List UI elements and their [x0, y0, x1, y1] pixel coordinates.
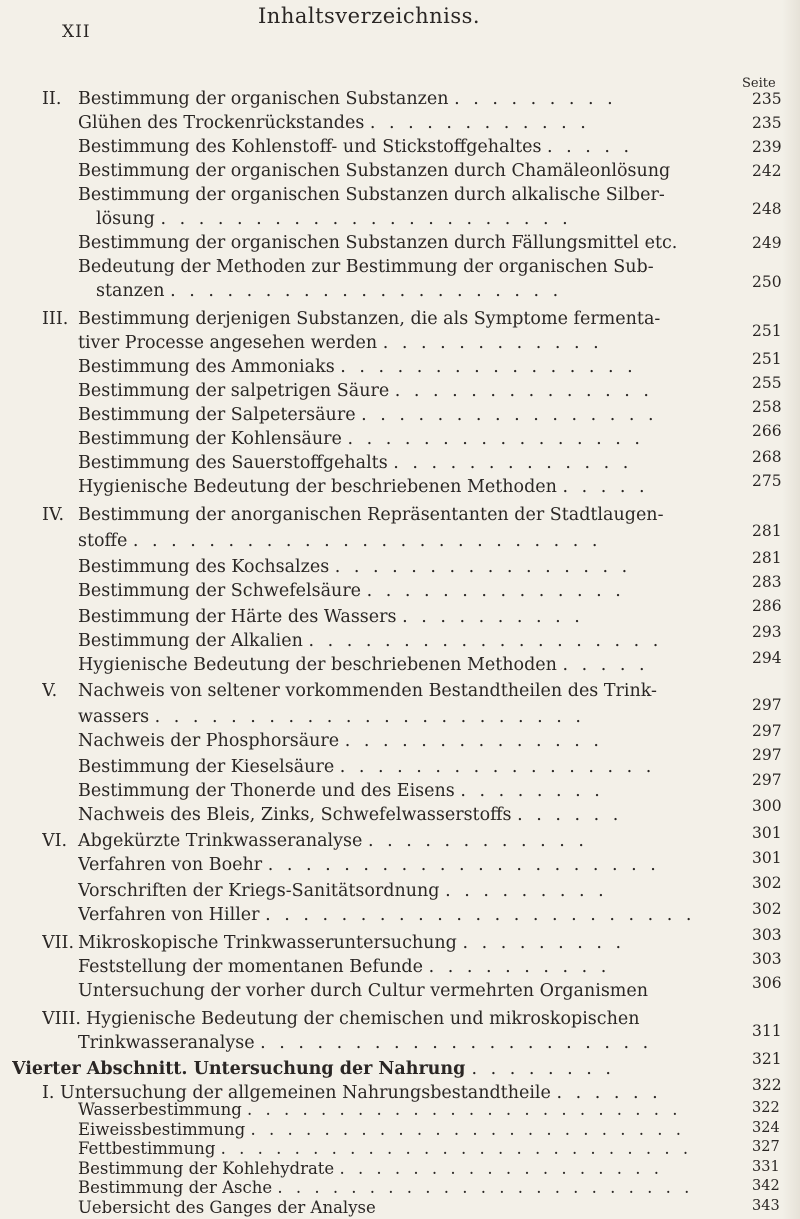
toc-entry: Vorschriften der Kriegs-Sanitätsordnung . . . . . . . . .: [78, 881, 608, 901]
page-ref: 235: [752, 114, 782, 132]
page-ref: 293: [752, 623, 782, 641]
page-ref: 311: [752, 1022, 782, 1040]
toc-entry: II. Bestimmung der organischen Substanzen . . . . . . . . .: [42, 86, 742, 112]
entry-text: Feststellung der momentanen Befunde: [78, 957, 423, 977]
page-ref: 294: [752, 649, 782, 667]
toc-entry: Bestimmung der Härte des Wassers . . . . . . . . . .: [78, 607, 584, 627]
toc-entry: [78, 182, 742, 208]
entry-text: Bestimmung des Ammoniaks: [78, 357, 335, 377]
toc-entry: [42, 502, 742, 528]
entry-text: Bestimmung des Kochsalzes: [78, 557, 330, 577]
page-ref: 239: [752, 138, 782, 156]
toc-entry: Bestimmung der Thonerde und des Eisens . . . . . . . .: [78, 781, 604, 801]
entry-text: stoffe: [78, 531, 128, 551]
toc-entry: Bestimmung der Schwefelsäure . . . . . . . . . . . . . .: [78, 581, 625, 601]
toc-entry: Bestimmung der salpetrigen Säure . . . . . . . . . . . . . .: [78, 381, 653, 401]
section-number: VI.: [42, 831, 68, 851]
page-ref: 327: [752, 1139, 780, 1155]
toc-entry: Wasserbestimmung . . . . . . . . . . . . . . . . . . . . . . . .: [78, 1100, 682, 1119]
page-ref: 242: [752, 162, 782, 180]
entry-text: Bestimmung der Kohlehydrate: [78, 1158, 335, 1178]
page-ref: 322: [752, 1100, 780, 1116]
toc-entry: I. Untersuchung der allgemeinen Nahrungsbestandtheile . . . . . .: [42, 1080, 742, 1106]
entry-text: Bestimmung derjenigen Substanzen, die als Symptome fermenta-: [78, 309, 661, 329]
entry-text: Bestimmung der Alkalien: [78, 631, 303, 651]
section-number: VIII.: [42, 1009, 81, 1029]
toc-entry: [42, 1006, 742, 1032]
entry-text: Eiweissbestimmung: [78, 1119, 246, 1139]
entry-text: Verfahren von Boehr: [78, 855, 263, 875]
toc-entry-part-heading: Vierter Abschnitt. Untersuchung der Nahrung . . . . . . . .: [12, 1059, 615, 1079]
entry-text: tiver Processe angesehen werden: [78, 333, 378, 353]
page-ref: 324: [752, 1119, 780, 1136]
entry-text: Bestimmung der Kohlensäure: [78, 429, 342, 449]
entry-text: Nachweis der Phosphorsäure: [78, 731, 340, 751]
page-ref: 343: [752, 1197, 780, 1214]
page-ref: 255: [752, 374, 782, 392]
entry-text: Verfahren von Hiller: [78, 905, 260, 925]
entry-text: Bestimmung der organischen Substanzen: [78, 89, 449, 109]
page-ref: 300: [752, 797, 782, 815]
toc-entry: Hygienische Bedeutung der beschriebenen Methoden . . . . .: [78, 477, 649, 497]
toc-entry: Eiweissbestimmung . . . . . . . . . . . . . . . . . . . . . . . .: [78, 1119, 685, 1139]
page-ref: 268: [752, 448, 782, 466]
entry-text: Bestimmung der Schwefelsäure: [78, 581, 362, 601]
toc-entry: Nachweis der Phosphorsäure . . . . . . . . . . . . . .: [78, 731, 603, 751]
toc-entry: Bestimmung der Kohlehydrate . . . . . . . . . . . . . . . . . .: [78, 1158, 664, 1178]
page-ref: 303: [752, 950, 782, 968]
page-ref: 342: [752, 1178, 780, 1194]
page-ref: 297: [752, 771, 782, 789]
entry-text: Bestimmung der Thonerde und des Eisens: [78, 781, 455, 801]
page-ref: 248: [752, 200, 782, 218]
toc-entry: [42, 306, 742, 332]
page-ref: 266: [752, 422, 782, 440]
seite-column-label: Seite: [742, 76, 776, 91]
section-number: V.: [42, 681, 58, 701]
page-ref: 306: [752, 974, 782, 992]
page-ref: 303: [752, 926, 782, 944]
entry-text: Hygienische Bedeutung der beschriebenen Methoden: [78, 655, 557, 675]
toc-entry: wassers . . . . . . . . . . . . . . . . . . . . . . .: [78, 707, 585, 727]
entry-text: Abgekürzte Trinkwasseranalyse: [78, 831, 363, 851]
page-ref: 297: [752, 696, 782, 714]
page-ref: 301: [752, 849, 782, 867]
entry-text: Bedeutung der Methoden zur Bestimmung der organischen Sub-: [78, 257, 654, 277]
page-ref: 283: [752, 573, 782, 591]
toc-entry: Bestimmung des Kohlenstoff- und Stickstoffgehaltes . . . . .: [78, 137, 634, 157]
section-number: IV.: [42, 505, 65, 525]
page-ref: 301: [752, 824, 782, 842]
entry-text: Vorschriften der Kriegs-Sanitätsordnung: [78, 881, 440, 901]
entry-text: Untersuchung der vorher durch Cultur vermehrten Organismen: [78, 981, 649, 1001]
entry-text: Bestimmung der organischen Substanzen durch Chamäleonlösung: [78, 161, 671, 181]
toc-entry: Verfahren von Boehr . . . . . . . . . . . . . . . . . . . . .: [78, 855, 660, 875]
page-ref: 286: [752, 597, 782, 615]
toc-entry: VII. Mikroskopische Trinkwasseruntersuchung . . . . . . . . .: [42, 930, 742, 956]
entry-text: Glühen des Trockenrückstandes: [78, 113, 365, 133]
page-ref: 302: [752, 874, 782, 892]
page-ref: 258: [752, 398, 782, 416]
page-ref: 281: [752, 549, 782, 567]
entry-text: Bestimmung der Kieselsäure: [78, 757, 335, 777]
page-ref: 322: [752, 1076, 782, 1094]
toc-entry: [78, 978, 742, 1004]
page-ref: 251: [752, 350, 782, 368]
toc-entry: lösung . . . . . . . . . . . . . . . . . . . . . .: [96, 209, 572, 229]
page-ref: 297: [752, 722, 782, 740]
entry-text: Bestimmung der Asche: [78, 1178, 273, 1197]
entry-text: Vierter Abschnitt. Untersuchung der Nahrung: [12, 1059, 466, 1079]
toc-entry: Bestimmung der Asche . . . . . . . . . . . . . . . . . . . . . . .: [78, 1178, 694, 1197]
entry-text: Bestimmung des Sauerstoffgehalts: [78, 453, 388, 473]
entry-text: Bestimmung des Kohlenstoff- und Stickstoffgehaltes: [78, 137, 542, 157]
entry-text: Untersuchung der allgemeinen Nahrungsbestandtheile: [60, 1083, 551, 1103]
entry-text: Nachweis von seltener vorkommenden Bestandtheilen des Trink-: [78, 681, 657, 701]
toc-entry: Verfahren von Hiller . . . . . . . . . . . . . . . . . . . . . . .: [78, 905, 696, 925]
section-number: I.: [42, 1083, 55, 1103]
page-ref: 297: [752, 746, 782, 764]
toc-entry: Nachweis des Bleis, Zinks, Schwefelwasserstoffs . . . . . .: [78, 805, 623, 825]
toc-entry: Bestimmung des Kochsalzes . . . . . . . . . . . . . . . .: [78, 557, 632, 577]
entry-text: Bestimmung der salpetrigen Säure: [78, 381, 390, 401]
entry-text: Hygienische Bedeutung der chemischen und mikroskopischen: [86, 1009, 640, 1029]
running-title: Inhaltsverzeichniss.: [258, 4, 481, 28]
page-ref: 321: [752, 1050, 782, 1068]
toc-entry: stanzen . . . . . . . . . . . . . . . . . . . . .: [96, 281, 563, 301]
entry-text: lösung: [96, 209, 155, 229]
page-ref: 275: [752, 472, 782, 490]
section-number: III.: [42, 309, 69, 329]
toc-entry: [78, 254, 742, 280]
page-ref: 235: [752, 90, 782, 108]
entry-text: wassers: [78, 707, 150, 727]
toc-entry: [78, 230, 742, 256]
entry-text: Fettbestimmung: [78, 1139, 216, 1158]
entry-text: Nachweis des Bleis, Zinks, Schwefelwasserstoffs: [78, 805, 512, 825]
entry-text: Bestimmung der Härte des Wassers: [78, 607, 397, 627]
toc-entry: Bestimmung der Kohlensäure . . . . . . . . . . . . . . . .: [78, 429, 644, 449]
toc-entry: [78, 1198, 742, 1218]
toc-entry: Bestimmung der Alkalien . . . . . . . . . . . . . . . . . . .: [78, 631, 663, 651]
page-ref: 331: [752, 1158, 780, 1175]
toc-entry: [42, 678, 742, 704]
entry-text: Bestimmung der organischen Substanzen durch alkalische Silber-: [78, 185, 665, 205]
entry-text: Uebersicht des Ganges der Analyse: [78, 1197, 376, 1217]
toc-entry: Fettbestimmung . . . . . . . . . . . . . . . . . . . . . . . . . .: [78, 1139, 693, 1158]
toc-entry: [78, 158, 742, 184]
toc-entry: tiver Processe angesehen werden . . . . . . . . . . . .: [78, 333, 603, 353]
page-ref: 249: [752, 234, 782, 252]
toc-entry: stoffe . . . . . . . . . . . . . . . . . . . . . . . . .: [78, 531, 602, 551]
section-number: VII.: [42, 933, 75, 953]
page-ref: 251: [752, 322, 782, 340]
entry-text: Mikroskopische Trinkwasseruntersuchung: [78, 933, 457, 953]
page-number: XII: [62, 22, 91, 42]
toc-entry: Trinkwasseranalyse . . . . . . . . . . . . . . . . . . . . .: [78, 1033, 653, 1053]
toc-entry: Bestimmung der Salpetersäure . . . . . . . . . . . . . . . .: [78, 405, 658, 425]
entry-text: Bestimmung der Salpetersäure: [78, 405, 356, 425]
page-ref: 250: [752, 273, 782, 291]
toc-entry: Bestimmung des Sauerstoffgehalts . . . . . . . . . . . . .: [78, 453, 633, 473]
entry-text: Trinkwasseranalyse: [78, 1033, 255, 1053]
toc-entry: Glühen des Trockenrückstandes . . . . . . . . . . . .: [78, 113, 590, 133]
page-ref: 281: [752, 522, 782, 540]
entry-text: Hygienische Bedeutung der beschriebenen Methoden: [78, 477, 557, 497]
toc-entry: Hygienische Bedeutung der beschriebenen Methoden . . . . .: [78, 655, 649, 675]
entry-text: Wasserbestimmung: [78, 1100, 242, 1119]
entry-text: Bestimmung der anorganischen Repräsentanten der Stadtlaugen-: [78, 505, 664, 525]
section-number: II.: [42, 89, 62, 109]
entry-text: stanzen: [96, 281, 165, 301]
page-ref: 302: [752, 900, 782, 918]
entry-text: Bestimmung der organischen Substanzen durch Fällungsmittel etc.: [78, 233, 678, 253]
toc-entry: Bestimmung des Ammoniaks . . . . . . . . . . . . . . . .: [78, 357, 637, 377]
toc-entry: VI. Abgekürzte Trinkwasseranalyse . . . . . . . . . . . .: [42, 828, 742, 854]
toc-entry: Feststellung der momentanen Befunde . . . . . . . . . .: [78, 957, 611, 977]
toc-entry: Bestimmung der Kieselsäure . . . . . . . . . . . . . . . . .: [78, 757, 656, 777]
